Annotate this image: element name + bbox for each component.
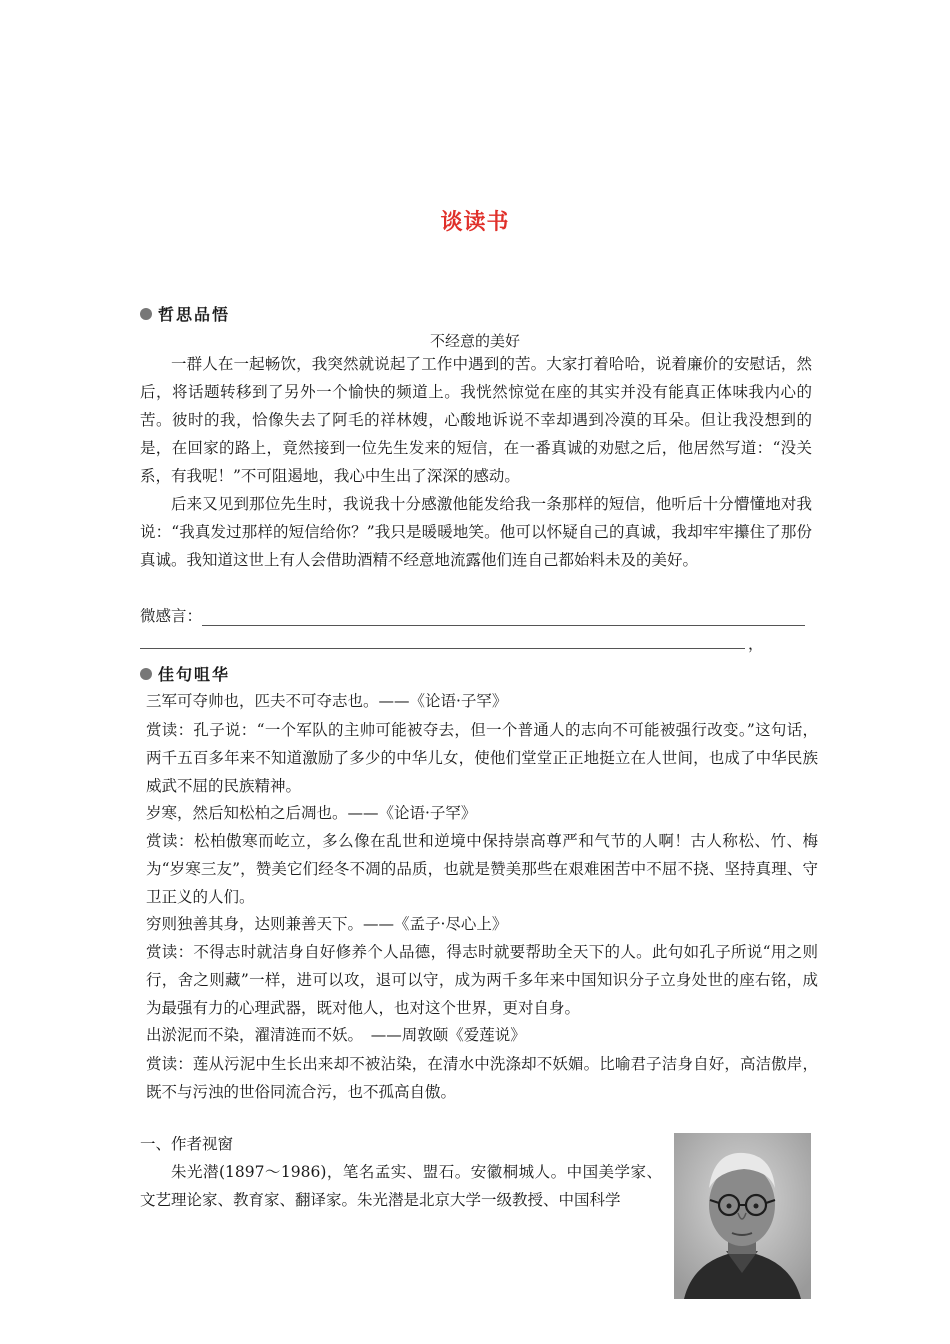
comment-4: 赏读：莲从污泥中生长出来却不被沾染，在清水中洗涤却不妖媚。比喻君子洁身自好，高洁傲岸，既不与污浊的世俗同流合污，也不孤高自傲。 — [146, 1055, 818, 1101]
response-blank-line-2[interactable] — [140, 648, 745, 649]
paragraph-1: 一群人在一起畅饮，我突然就说起了工作中遇到的苦。大家打着哈哈，说着廉价的安慰话，然后，将话题转移到了另外一个愉快的频道上。我恍然惊觉在座的其实并没有能真正体味我内心的苦。彼时的我，恰像失去了阿毛的祥林嫂，心酸地诉说不幸却遇到冷漠的耳朵。但让我没想到的是，在回家的路上，竟然接到一位先生发来的短信，在一番真诚的劝慰之后，他居然写道：“没关系，有我呢！”不可阻遏地，我心中生出了深深的感动。 — [140, 355, 812, 485]
bullet-icon — [140, 668, 152, 680]
quote-4: 出淤泥而不染，濯清涟而不妖。 ——周敦颐《爱莲说》 — [146, 1026, 526, 1044]
section-heading-reflection — [140, 302, 230, 325]
response-end-punct: ， — [748, 635, 764, 653]
paragraph-2: 后来又见到那位先生时，我说我十分感激他能发给我一条那样的短信，他听后十分懵懂地对我说：“我真发过那样的短信给你？”我只是暖暖地笑。他可以怀疑自己的真诚，我却牢牢攥住了那份真诚。我知道这世上有人会借助酒精不经意地流露他们连自己都始料未及的美好。 — [140, 495, 812, 569]
comment-2: 赏读：松柏傲寒而屹立，多么像在乱世和逆境中保持崇高尊严和气节的人啊！古人称松、竹、梅为“岁寒三友”，赞美它们经冬不凋的品质，也就是赞美那些在艰难困苦中不屈不挠、坚持真理、守卫正义的人们。 — [146, 832, 818, 906]
quote-3: 穷则独善其身，达则兼善天下。——《孟子·尽心上》 — [146, 915, 508, 933]
quote-1: 三军可夺帅也，匹夫不可夺志也。——《论语·子罕》 — [146, 692, 508, 710]
bullet-icon — [140, 308, 152, 320]
response-field — [140, 604, 805, 626]
comment-1: 赏读：孔子说：“一个军队的主帅可能被夺去，但一个普通人的志向不可能被强行改变。”这句话，两千五百多年来不知道激励了多少的中华儿女，使他们堂堂正正地挺立在人世间，也成了中华民族威武不屈的民族精神。 — [146, 721, 818, 795]
author-section-heading: 一、作者视窗 — [140, 1135, 234, 1153]
author-intro: 朱光潜(1897～1986)，笔名孟实、盟石。安徽桐城人。中国美学家、文艺理论家、教育家、翻译家。朱光潜是北京大学一级教授、中国科学 — [140, 1163, 662, 1209]
comment-3: 赏读：不得志时就洁身自好修养个人品德，得志时就要帮助全天下的人。此句如孔子所说“用之则行，舍之则藏”一样，进可以攻，退可以守，成为两千多年来中国知识分子立身处世的座右铭，成为最强有力的心理武器，既对他人，也对这个世界，更对自身。 — [146, 943, 818, 1017]
author-portrait-image — [674, 1133, 811, 1299]
section-heading-quotes — [140, 662, 230, 685]
section-heading-label: 佳句咀华 — [158, 665, 231, 684]
page-title: 谈读书 — [440, 209, 510, 235]
quote-2: 岁寒，然后知松柏之后凋也。——《论语·子罕》 — [146, 804, 477, 822]
article-subtitle: 不经意的美好 — [429, 332, 520, 350]
response-blank-line-1[interactable] — [202, 607, 805, 626]
response-label: 微感言： — [140, 607, 203, 625]
section-heading-label: 哲思品悟 — [158, 305, 231, 324]
